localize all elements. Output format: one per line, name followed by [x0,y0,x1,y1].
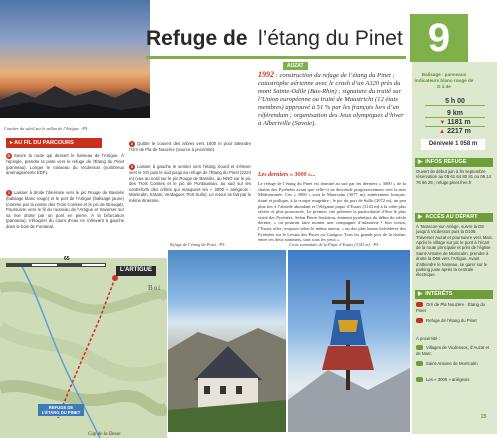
triangle-icon: ▶ [418,159,423,165]
stat-denivele: Dénivelé 1 058 m [421,139,485,150]
step-marker: 3 [130,164,134,169]
title-underline [146,56,406,59]
route-step: D Suivre la route qui dessert le hameau de l’Artigue. À l’épingle, prendre la piste vers le refuge de l’Étang du Pinet (panneau). Longer le ruisseau du Vicdessos (nombreux aménagements EDF). [6,153,124,175]
balisage-text: Balisage : panneaux indicateurs blanc-rouge de D à 4e [414,72,474,89]
page-number: 25 [481,414,487,420]
interest-item: Villages de Vicdessos, d’Auzat et de Marc [416,345,490,356]
arrow-down-icon: ▼ [439,120,446,126]
triangle-icon: ▶ [418,214,423,220]
map-label-bois: Boi [148,284,162,292]
page-title-left: Refuge de [146,27,248,50]
acces-text: À Tarascon-sur-Ariège, suivre la D8 jusqu’à Vicdessos puis la D108. Traverser Auzat et poursuivre vers Marc. Après le village sur pic le pont à l’écart de la route principale et près de l’église Saint-Antoine de Montcalm, prendre à droite la D66 vers l’Artigue. Avant d’atteindre le hameau, se garer sur le parking juste après la centrale électrique. [416,224,494,278]
commune-tag: AUZAT [283,62,308,70]
interest-item: Saint-Antoine de Montcalm [416,361,494,367]
interest-item: À proximité : [416,336,440,341]
intro-text: : construction du refuge de l’étang du Pinet ; catastrophe aérienne avec le crash d’un A320 près du mont Sainte-Odile (Bas-Rhin) ; signature du traité sur l’Union européenne ou traité de Maastricht (12 états membres) approuvé à 51 % par les français lors d’un référendum ; organisation des Jeux olympiques d’hiver à Albertville (Savoie). [258,72,404,128]
triangle-icon: ▶ [418,291,423,297]
section-heading-interets: ▶ INTÉRÊTS [415,290,493,299]
map-scale-bar [6,263,106,267]
section-heading-dernieres: Les derniers « 3000 »... [258,172,316,178]
step-marker: D [7,153,11,158]
page-title-right: l’étang du Pinet [258,27,403,50]
summit-icon [416,377,423,382]
refuge-photo [168,250,286,432]
stat-duration: 5 h 00 [425,98,485,106]
map-scale-label: 65 [64,256,70,262]
summit-cross-photo [288,250,410,432]
stat-ascent: ▼ 1181 m [425,119,485,127]
route-step: 1 Laisser à droite l’itinéraire vers le pic Rouge de Bassiès (balisage blanc-rouge) et le port de l’Artigue (balisage jaune) (comme par la pointe des Trois Comtes et le pic de Brouqat). Poursuivre vers le fil du ruisseau de l’Artigue et traverser sur sa rive droite par un pont en pierre. À la bifurcation (panneau), s’éloigner du cours d’eau en s’élevant à gauche dans le bois de Fontanal. [6,190,124,229]
arrow-up-icon: ▲ [439,129,446,135]
chapel-icon [416,361,423,366]
refuge-icon [416,318,423,323]
bookmark-icon: ▸ [10,140,15,146]
photo-caption-sunset: Coucher du soleil sur le vallon de l’Artigue. -P5- [4,126,89,131]
section-heading-au-fil: ▸ AU FIL DU PARCOURS [6,138,102,148]
infos-text: Ouvert de début juin à fin septembre réservation au 05 61 64 80 81 ou 06 14 76 66 25 ; refuge.pinet.free.fr [416,169,492,185]
sunset-photo [0,0,150,118]
interest-item: Les « 3000 » ariégeois [416,377,494,383]
stat-altitude: ▲ 2217 m [439,128,471,135]
photo-caption-refuge: Refuge de l’étang du Pinet. -P5- [170,242,226,247]
map-label-artigue: L’ARTIGUE [116,266,156,276]
route-step: 3 Laisser à gauche le sentier vers l’étang Sourd et s’élever vers le SO puis le sud jusqu’au refuge de l’Étang du Pinet (2224 m) (vue au nord sur le pic Rouge de Bassiès, au NNO sur le pic des Trois Comtes et le pic de Puntaussan, au sud sur les contreforts des crêtes qui masquent les « 3000 » ariégeois : Montcalm, Estats, Verdaguer, Port Sullo). Le retour se fait par le même itinéraire. [129,164,251,203]
stat-distance: 9 km [425,110,485,118]
photo-caption-summit: Croix sommitale de la Pique d’Estats (3143 m). -P5- [289,242,380,247]
route-number-badge: 9 [410,14,468,62]
step-marker: 1 [7,190,11,195]
intro-paragraph [258,70,406,128]
route-step: 2 Quitter le couvert des arbres vers 1600 m pour atteindre l’Orri de Pla de Nouzère (source à proximité). [129,141,251,152]
interest-item: Orri de Pla Nouzère · Étang du Pinet [416,302,485,313]
intro-year: 1992 [258,70,274,79]
section-text-dernieres: Le refuge de l’étang du Pinet est dominé au sud par les derniers « 3000 » de la chaîne des Pyrénées avant que celle-ci ne descende progressivement vers la mer Méditerranée. Ces « 3000 » sont le Montcalm (3077 m), entièrement français, tirant et poilique, à la croupe rougeâtre ; le pic du port de Sullo (3072 m), un peu plus fier à l’abordé abondant et l’élégante pique d’Estats (3143 m) à la crête plus sévère et plus prononcée. Le premier cité présente la particularité d’être le plus visité des Pyrénées. Selon Pierre Soubiron, éminent pyrénéiste du début du siècle dernier, « on pourrait faire monter une compagnie d’infanterie ! Son voisin, l’Estats offre, toujours selon le même auteur, « un des plus beaux belvédères des Pyrénées sur le Levant des Puces ou Canigou. Tous les grands pics de la chaîne, entre ces deux sommets, sont sous les yeux ». [258,181,406,243]
step-marker: 2 [130,141,134,146]
section-heading-infos: ▶ INFOS REFUGE [415,158,493,167]
map-bottom-label: Cap de la Desse [88,432,121,437]
interest-item: Refuge de l’étang du Pinet [416,318,494,324]
section-heading-acces: ▶ ACCÈS AU DÉPART [415,213,493,222]
map-label-refuge: REFUGE DE L’ÉTANG DU PINET [38,404,84,416]
